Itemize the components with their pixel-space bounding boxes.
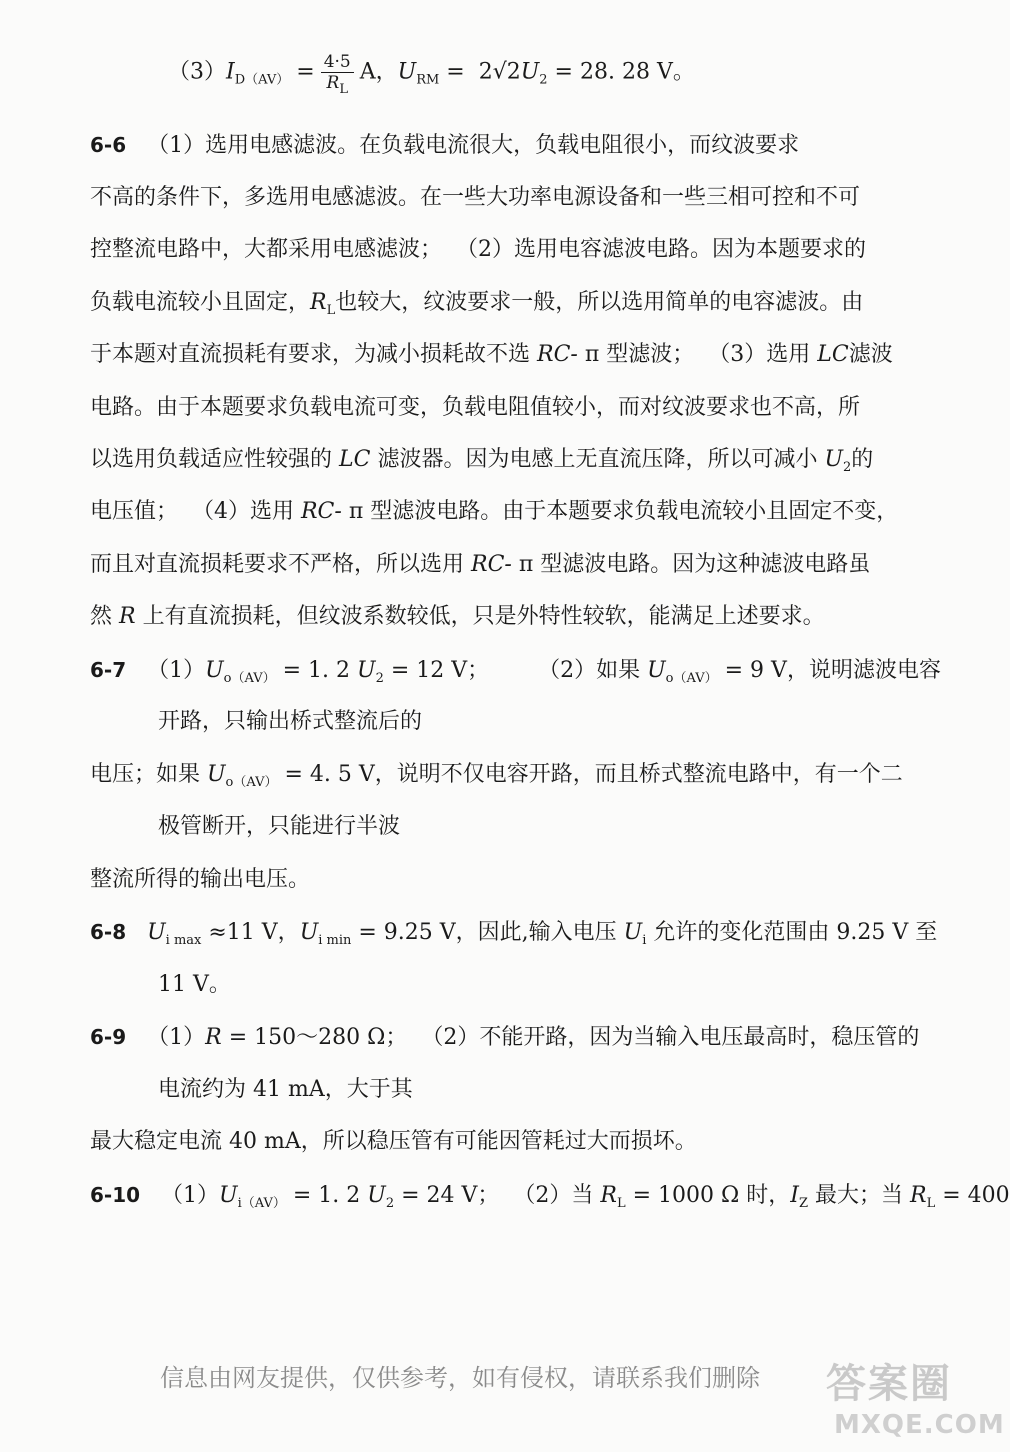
answer-line: 以选用负载适应性较强的 LC 滤波器。因为电感上无直流压降，所以可减小 $U_2$的 bbox=[90, 447, 874, 475]
answer-line: 极管断开，只能进行半波 bbox=[158, 814, 401, 839]
answer-line: 6-7 $(1)U_{o(AV)} = 1$. 2 $U_2 = 12$ V； （2）如果 $U_{o(AV)} = 9$ V，说明滤波电容 bbox=[90, 658, 941, 686]
problem-number: 6-9 bbox=[90, 1025, 127, 1049]
answer-line: 开路，只输出桥式整流后的 bbox=[158, 709, 423, 734]
answer-line: 11 V。 bbox=[158, 972, 231, 997]
answer-line: 6-10 $(1)U_{i(AV)} = 1$. 2 $U_2 = 24$ V； （2）当 $R_L = 1000$ Ω 时，$I_Z$ 最大；当 $R_L = 400$ bbox=[90, 1183, 1010, 1211]
site-watermark bbox=[826, 1352, 1005, 1444]
answer-line: 电流约为 41 mA，大于其 bbox=[158, 1077, 413, 1102]
answer-line: 负载电流较小且固定，$R_L$也较大，纹波要求一般，所以选用简单的电容滤波。由 bbox=[90, 290, 864, 318]
answer-line: 于本题对直流损耗有要求，为减小损耗故不选 RC- π 型滤波； （3）选用 LC滤波 bbox=[90, 342, 893, 367]
problem-number: 6-10 bbox=[90, 1183, 141, 1207]
answer-line: 电压值； （4）选用 RC- π 型滤波电路。由于本题要求负载电流较小且固定不变， bbox=[90, 499, 899, 524]
answer-line: 6-6 （1）选用电感滤波。在负载电流很大，负载电阻很小，而纹波要求 bbox=[90, 133, 800, 158]
problem-number: 6-8 bbox=[90, 920, 127, 944]
answer-line: 电压；如果 $U_{o(AV)} = 4$. 5 V，说明不仅电容开路，而且桥式整流电路中，有一个二 bbox=[90, 762, 903, 790]
answer-line: 不高的条件下，多选用电感滤波。在一些大功率电源设备和一些三相可控和不可 bbox=[90, 185, 861, 210]
answer-line: 电路。由于本题要求负载电流可变，负载电阻值较小，而对纹波要求也不高，所 bbox=[90, 395, 861, 420]
answer-line: 而且对直流损耗要求不严格，所以选用 RC- π 型滤波电路。因为这种滤波电路虽 bbox=[90, 552, 871, 577]
watermark-domain: MXQE.COM bbox=[834, 1410, 1005, 1440]
problem-number: 6-6 bbox=[90, 133, 127, 157]
answer-line: 控整流电路中，大都采用电感滤波； （2）选用电容滤波电路。因为本题要求的 bbox=[90, 237, 866, 262]
answer-line: 然 R 上有直流损耗，但纹波系数较低，只是外特性较软，能满足上述要求。 bbox=[90, 604, 825, 629]
answer-line: 6-8 $U_{i max} \approx 11$ V，$U_{i min} = 9.25$ V，因此,输入电压 $U_i$ 允许的变化范围由 9.25 V 至 bbox=[90, 920, 938, 948]
answer-line: 整流所得的输出电压。 bbox=[90, 867, 311, 892]
disclaimer-footer: 信息由网友提供，仅供参考，如有侵权，请联系我们删除 bbox=[160, 1364, 760, 1392]
answer-line: 6-9 （1）R = 150～280 Ω； （2）不能开路，因为当输入电压最高时，稳压管的 bbox=[90, 1025, 920, 1050]
fraction: $\frac{4\cdot 5}{R_L}$ bbox=[321, 52, 354, 93]
answer-line: 最大稳定电流 40 mA，所以稳压管有可能因管耗过大而损坏。 bbox=[90, 1129, 697, 1154]
watermark-logo-text: 答案圈 bbox=[826, 1361, 952, 1407]
answer-line: $(3)I_{D(AV)}$ = $\frac{4\cdot 5}{R_L}$ A，$U_{RM} = 2√2U_2 = 28$. 28 V。 bbox=[168, 52, 695, 97]
problem-number: 6-7 bbox=[90, 658, 127, 682]
